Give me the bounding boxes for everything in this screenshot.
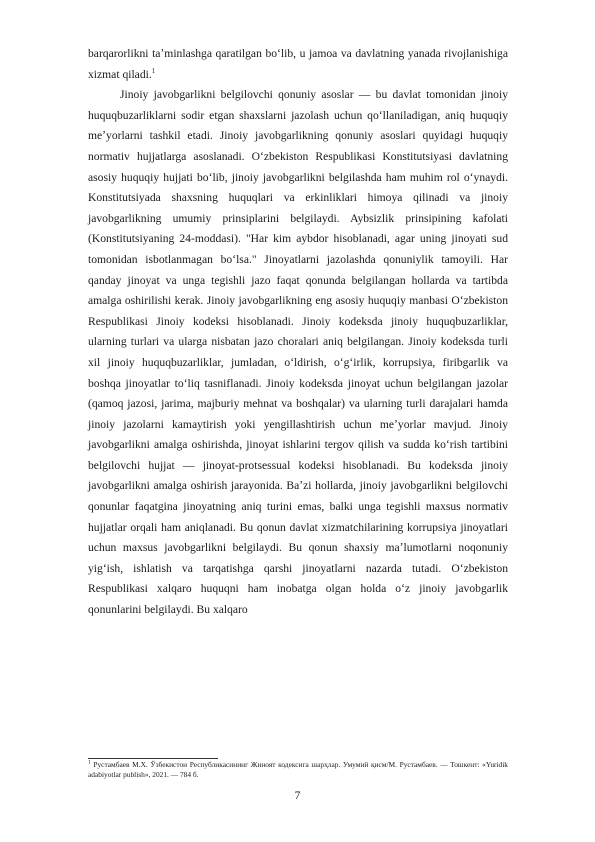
footnote-text: Рустамбаев М.Х. Ўзбекистон Республикасининг Жиноят кодексига шарҳлар. Умумий қисм/М. Рустамбаев. — Тошкент: «Yuridik adabiyotlar publish», 2021. — 784 б. — [88, 760, 508, 780]
paragraph-2: Jinoiy javobgarlikni belgilovchi qonuniy asoslar — bu davlat tomonidan jinoiy huquqbuzarliklarni sodir etgan shaxslarni jazolash uchun qoʻllaniladigan, aniq huquqiy meʼyorlarni tashkil etadi. Jinoiy javobgarlikning qonuniy asoslari quyidagi huquqiy normativ hujjatlarga asoslanadi. Oʻzbekiston Respublikasi Konstitutsiyasi davlatning asosiy huquqiy hujjati boʻlib, jinoiy javobgarlikni belgilashda ham muhim rol oʻynaydi. Konstitutsiyada shaxsning huquqlari va erkinliklari himoya qilinadi va jinoiy javobgarlikning umumiy prinsiplarini belgilaydi. Aybsizlik prinsipining kafolati (Konstitutsiyaning 24-moddasi). "Har kim aybdor hisoblanadi, agar uning jinoyati sud tomonidan isbotlanmagan boʻlsa." Jinoyatlarni jazolashda qonuniylik tamoyili. Har qanday jinoyat va unga tegishli jazo faqat qonunda belgilangan hollarda va tartibda amalga oshirilishi kerak. Jinoiy javobgarlikning eng asosiy huquqiy manbasi Oʻzbekiston Respublikasi Jinoiy kodeksi hisoblanadi. Jinoiy kodeksda jinoiy huquqbuzarliklar, ularning turlari va ularga nisbatan jazo choralari aniq belgilangan. Jinoiy kodeksda turli xil jinoiy huquqbuzarliklar, jumladan, oʻldirish, oʻgʻirlik, korrupsiya, firibgarlik va boshqa jinoyatlar toʻliq tasniflanadi. Jinoiy kodeksda jinoyat uchun belgilangan jazolar (qamoq jazosi, jarima, majburiy mehnat va boshqalar) va ularning turli darajalari hamda jinoiy jazolarni kamaytirish yoki yengillashtirish uchun meʼyorlar mavjud. Jinoiy javobgarlikni amalga oshirishda, jinoyat ishlarini tergov qilish va sudda koʻrish tartibini belgilovchi hujjat — jinoyat-protsessual kodeksi hisoblanadi. Bu kodeksda jinoiy javobgarlikni amalga oshirish jarayonida. Baʼzi hollarda, jinoiy javobgarlikni belgilovchi qonunlar faqatgina jinoyatning aniq turini emas, balki unga tegishli maxsus normativ hujjatlar orqali ham aniqlanadi. Bu qonun davlat xizmatchilarining korrupsiya jinoyatlari uchun maxsus javobgarlikni belgilaydi. Bu qonun shaxsiy maʼlumotlarni noqonuniy yigʻish, ishlatish va tarqatishga qarshi jinoyatlarni nazarda tutadi. Oʻzbekiston Respublikasi xalqaro huquqni ham inobatga olgan holda oʻz jinoiy javobgarlik qonunlarini belgilaydi. Bu xalqaro — [88, 88, 508, 617]
page-number: 7 — [294, 789, 301, 802]
paragraph-1-text: barqarorlikni taʼminlashga qaratilgan boʻlib, u jamoa va davlatning yanada rivojlanishiga xizmat qiladi. — [88, 47, 508, 81]
footnote — [88, 760, 508, 780]
page-body — [88, 44, 508, 621]
footnote-reference[interactable]: 1 — [151, 66, 156, 75]
paragraph-1 — [88, 44, 508, 85]
footnote-divider — [88, 758, 218, 759]
footnote-marker: 1 — [88, 759, 91, 766]
